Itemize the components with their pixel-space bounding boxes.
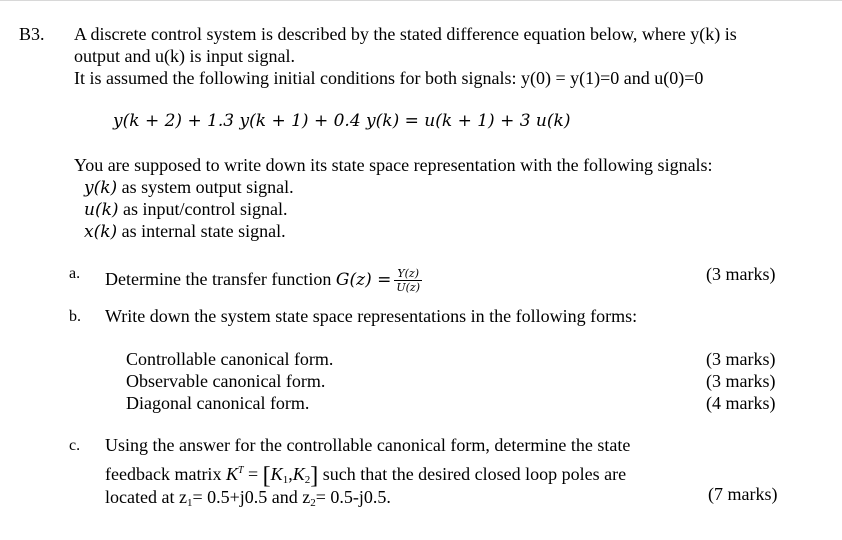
question-number: B3. (19, 24, 45, 44)
z1-subscript: 1 (186, 497, 193, 509)
part-c-line3-prefix: located at z (105, 487, 187, 507)
part-c-line2-prefix: feedback matrix (105, 464, 226, 484)
z2-subscript: 2 (310, 497, 316, 509)
form-diagonal: Diagonal canonical form. (126, 393, 310, 413)
part-c-marks: (7 marks) (708, 484, 778, 504)
transfer-function-symbol: G(z) = (335, 270, 392, 290)
k1-symbol: K (270, 464, 283, 484)
difference-equation: y(k + 2) + 1.3 y(k + 1) + 0.4 y(k) = u(k + 1) + 3 u(k) (113, 111, 571, 131)
part-b-text: Write down the system state space representations in the following forms: (105, 306, 638, 326)
signal-symbol: y(k) (84, 178, 118, 198)
k1-subscript: 1 (282, 474, 289, 486)
intro-line-2: output and u(k) is input signal. (74, 46, 295, 66)
intro-line-3: It is assumed the following initial conditions for both signals: y(0) = y(1)=0 and u(0)=0 (74, 68, 704, 88)
z1-value: = 0.5+j0.5 and z (192, 487, 311, 507)
task-line: You are supposed to write down its state space representation with the following signals: (74, 155, 713, 175)
part-b-label: b. (69, 308, 81, 325)
form-controllable: Controllable canonical form. (126, 349, 334, 369)
signal-text: as input/control signal. (118, 199, 288, 219)
tf-denominator: U(z) (396, 281, 421, 295)
signal-input (84, 198, 288, 221)
signal-output (84, 176, 294, 199)
signal-text: as internal state signal. (117, 221, 286, 241)
signal-symbol: x(k) (84, 222, 118, 242)
page-top-border (0, 0, 842, 1)
form-observable: Observable canonical form. (126, 371, 326, 391)
part-c-line-1: Using the answer for the controllable canonical form, determine the state (105, 435, 631, 455)
equals-sign: = (243, 464, 263, 484)
part-a-label: a. (69, 265, 81, 282)
k2-subscript: 2 (304, 474, 311, 486)
signal-state (84, 220, 286, 243)
k2-symbol: K (292, 464, 305, 484)
z2-value: = 0.5-j0.5. (315, 487, 391, 507)
k-matrix-symbol: K (225, 464, 238, 484)
transfer-function-fraction (394, 267, 422, 294)
part-c-label: c. (69, 437, 81, 454)
form-controllable-marks: (3 marks) (706, 349, 776, 369)
tf-numerator: Y(z) (394, 267, 422, 281)
right-bracket: ] (310, 463, 319, 489)
transpose-superscript: T (237, 465, 244, 476)
form-diagonal-marks: (4 marks) (706, 393, 776, 413)
comma: , (288, 464, 293, 484)
part-a-marks: (3 marks) (706, 264, 776, 284)
intro-line-1: A discrete control system is described by the stated difference equation below, where y(k) is (74, 24, 737, 44)
part-a-text (105, 266, 422, 294)
signal-text: as system output signal. (117, 177, 294, 197)
part-c-line-3 (105, 486, 391, 514)
signal-symbol: u(k) (84, 200, 119, 220)
form-observable-marks: (3 marks) (706, 371, 776, 391)
part-c-line2-suffix: such that the desired closed loop poles are (318, 464, 627, 484)
part-a-prompt: Determine the transfer function (105, 269, 336, 289)
left-bracket: [ (262, 463, 271, 489)
